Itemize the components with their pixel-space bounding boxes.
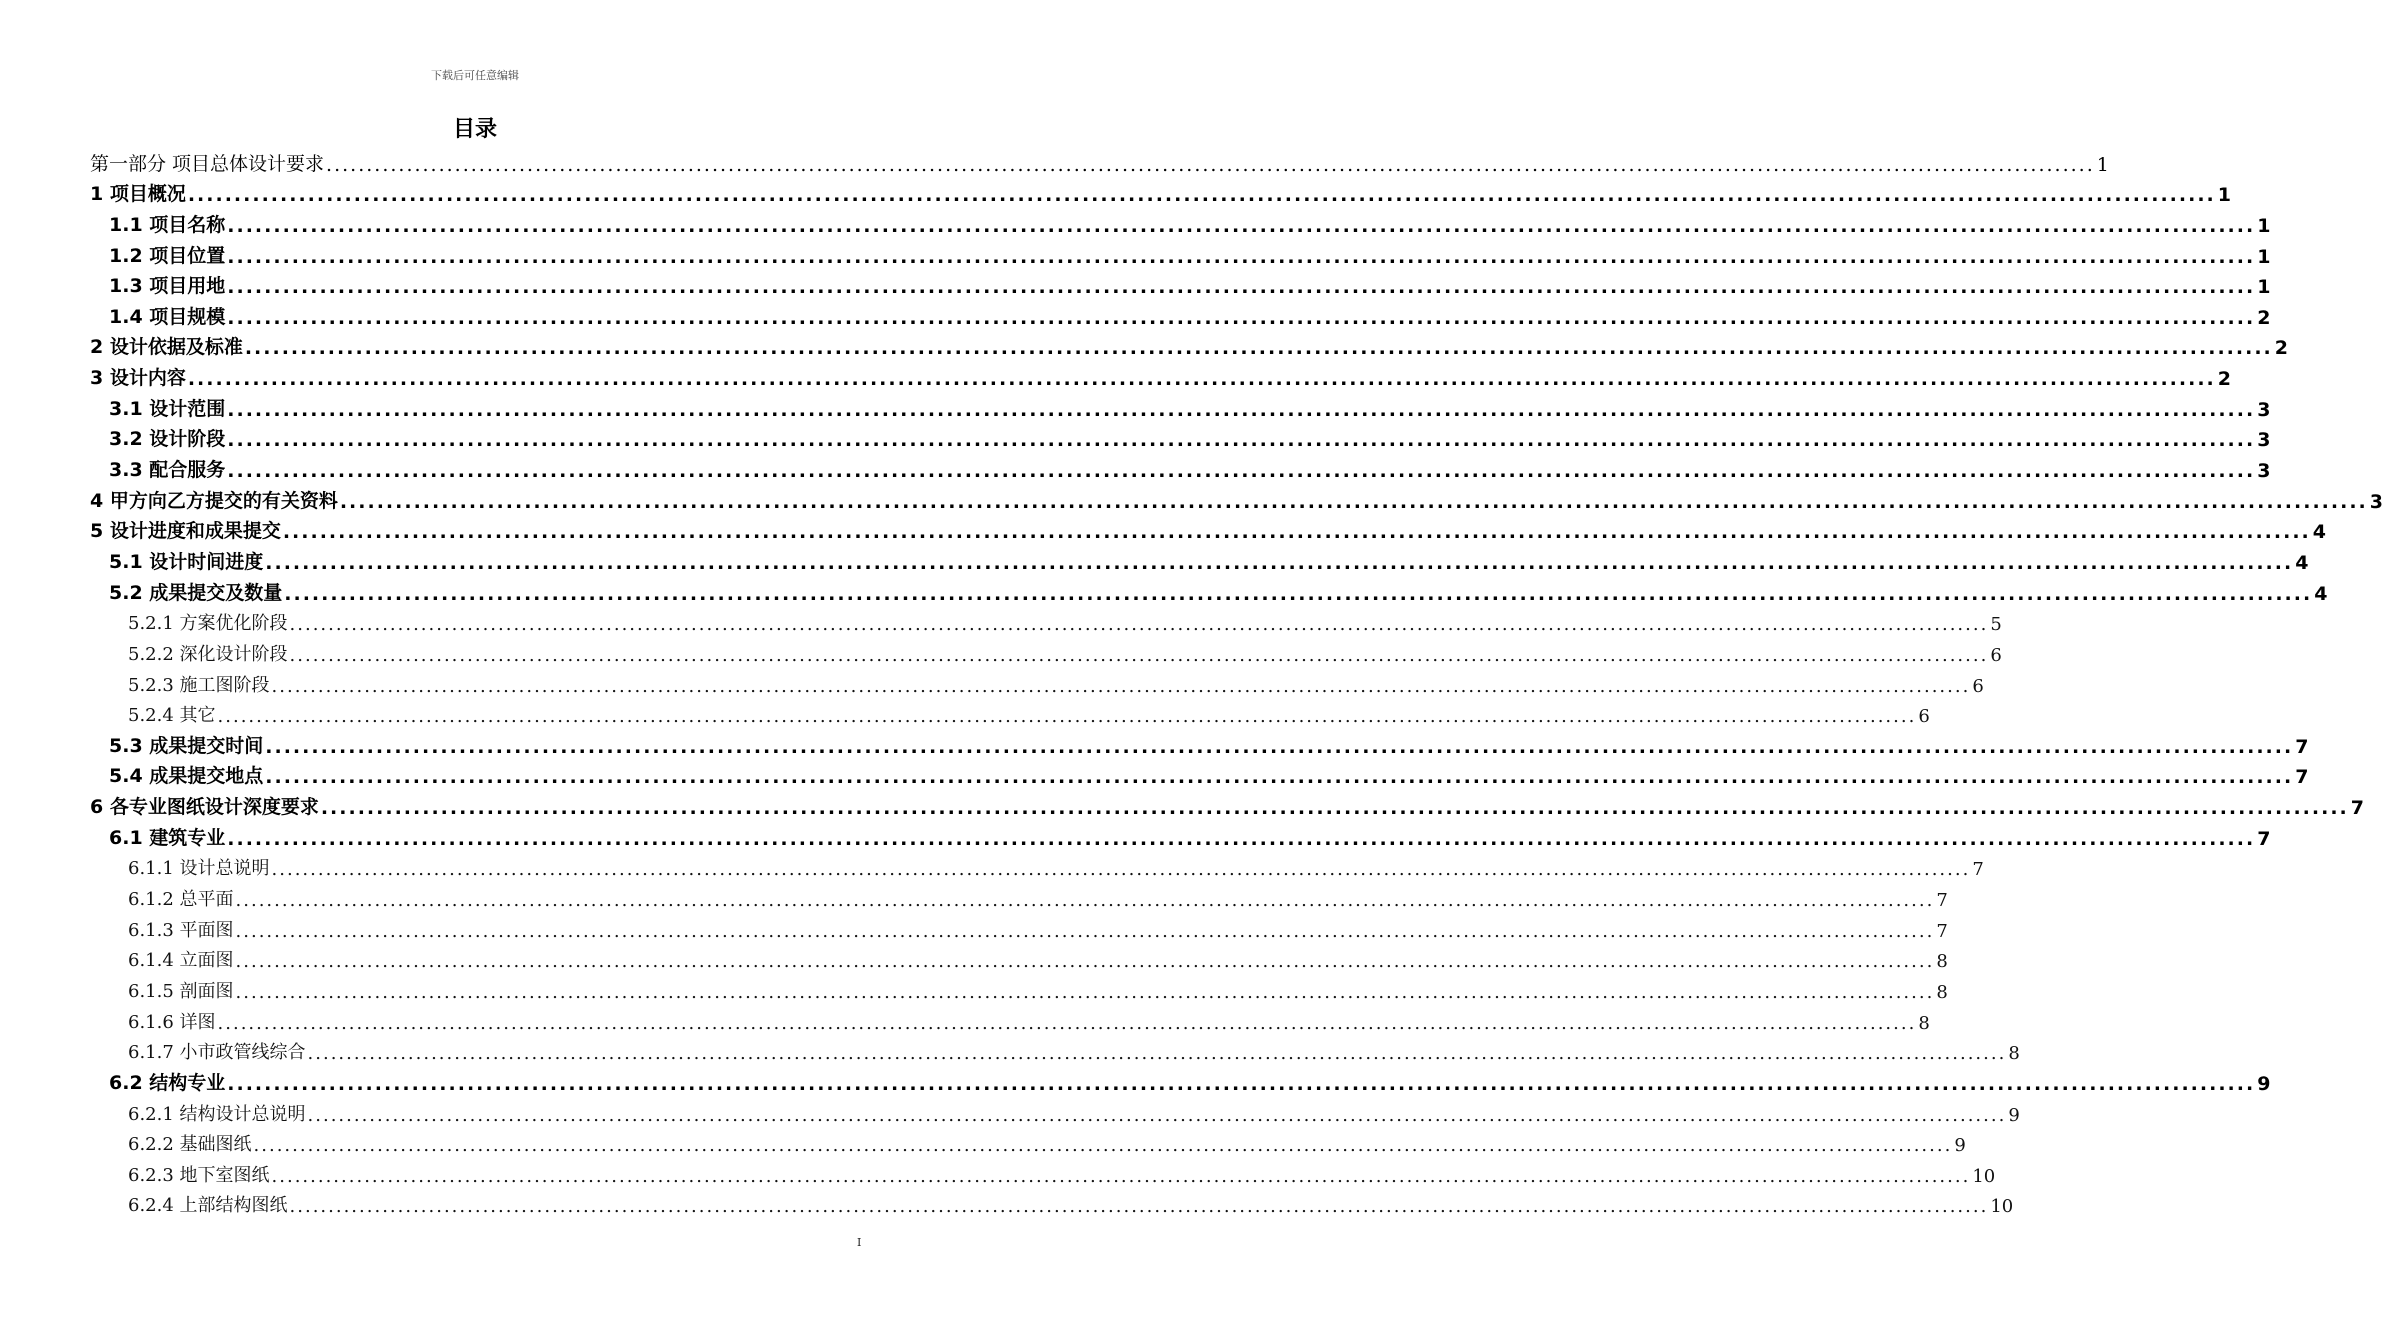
toc-entry-label: 1 项目概况 — [90, 183, 186, 206]
toc-entry[interactable] — [90, 1126, 1966, 1157]
toc-entry-label: 第一部分 项目总体设计要求 — [90, 152, 325, 175]
toc-dot-leader: ............................................................................................................................................................................................................................ — [227, 398, 2256, 421]
toc-dot-leader: ............................................................................................................................................................................................................................ — [253, 1135, 1953, 1157]
toc-entry-label: 3.1 设计范围 — [109, 397, 226, 420]
toc-dot-leader: ............................................................................................................................................................................................................................ — [235, 890, 1935, 912]
toc-entry[interactable] — [90, 605, 2002, 636]
toc-entry-page-number: 1 — [2257, 276, 2271, 299]
toc-dot-leader: ............................................................................................................................................................................................................................ — [320, 797, 2349, 820]
toc-entry[interactable] — [90, 1034, 2020, 1065]
toc-entry-page-number: 10 — [1990, 1196, 2014, 1218]
toc-dot-leader: ............................................................................................................................................................................................................................ — [289, 1196, 1989, 1218]
toc-entry-page-number: 8 — [1936, 951, 1948, 973]
toc-dot-leader: ............................................................................................................................................................................................................................ — [244, 337, 2273, 360]
toc-entry-page-number: 7 — [1936, 890, 1948, 912]
toc-dot-leader: ............................................................................................................................................................................................................................ — [227, 306, 2256, 329]
toc-entry-page-number: 10 — [1972, 1165, 1996, 1187]
toc-entry[interactable] — [90, 819, 2271, 850]
toc-entry[interactable] — [90, 635, 2002, 666]
toc-entry[interactable] — [90, 911, 1948, 942]
toc-dot-leader: ............................................................................................................................................................................................................................ — [227, 245, 2256, 268]
toc-dot-leader: ............................................................................................................................................................................................................................ — [227, 827, 2256, 850]
toc-entry[interactable] — [90, 1187, 2014, 1218]
toc-dot-leader: ............................................................................................................................................................................................................................ — [227, 1072, 2256, 1095]
toc-entry[interactable] — [90, 268, 2271, 299]
toc-entry-label: 4 甲方向乙方提交的有关资料 — [90, 489, 338, 512]
toc-entry[interactable] — [90, 298, 2271, 329]
toc-entry-page-number: 3 — [2257, 429, 2271, 452]
toc-entry-page-number: 2 — [2217, 368, 2231, 391]
toc-entry-page-number: 8 — [1936, 981, 1948, 1003]
toc-dot-leader: ............................................................................................................................................................................................................................ — [271, 1165, 1971, 1187]
toc-entry[interactable] — [90, 145, 2109, 176]
toc-entry-label: 2 设计依据及标准 — [90, 336, 243, 359]
toc-dot-leader: ............................................................................................................................................................................................................................ — [289, 644, 1989, 666]
toc-entry-page-number: 5 — [1990, 614, 2002, 636]
toc-dot-leader: ............................................................................................................................................................................................................................ — [265, 551, 2294, 574]
toc-title: 目录 — [452, 117, 497, 142]
toc-entry[interactable] — [90, 1064, 2271, 1095]
toc-entry[interactable] — [90, 972, 1948, 1003]
toc-entry-label: 6.1.2 总平面 — [128, 889, 234, 911]
toc-entry-page-number: 6 — [1972, 675, 1984, 697]
toc-dot-leader: ............................................................................................................................................................................................................................ — [282, 521, 2311, 544]
toc-entry[interactable] — [90, 574, 2328, 605]
toc-entry-label: 1.3 项目用地 — [109, 275, 226, 298]
toc-dot-leader: ............................................................................................................................................................................................................................ — [227, 460, 2256, 483]
toc-entry-label: 6.1.6 详图 — [128, 1011, 216, 1033]
toc-dot-leader: ............................................................................................................................................................................................................................ — [187, 184, 2216, 207]
toc-dot-leader: ............................................................................................................................................................................................................................ — [227, 429, 2256, 452]
toc-dot-leader: ............................................................................................................................................................................................................................ — [271, 859, 1971, 881]
toc-entry-page-number: 4 — [2314, 582, 2328, 605]
page-footer-mark: I — [857, 1236, 862, 1249]
toc-entry-page-number: 1 — [2257, 245, 2271, 268]
toc-entry-page-number: 1 — [2217, 184, 2231, 207]
toc-entry[interactable] — [90, 421, 2271, 452]
toc-entry-label: 1.4 项目规模 — [109, 305, 226, 328]
toc-entry-label: 1.2 项目位置 — [109, 244, 226, 267]
toc-entry[interactable] — [90, 359, 2231, 391]
toc-entry[interactable] — [90, 880, 1948, 912]
toc-entry-label: 5.3 成果提交时间 — [109, 734, 264, 757]
toc-entry-label: 6.2.4 上部结构图纸 — [128, 1195, 288, 1217]
toc-dot-leader: ............................................................................................................................................................................................................................ — [307, 1104, 2007, 1126]
toc-entry[interactable] — [90, 1003, 1930, 1034]
toc-dot-leader: ............................................................................................................................................................................................................................ — [339, 490, 2368, 513]
toc-dot-leader: ............................................................................................................................................................................................................................ — [235, 951, 1935, 973]
toc-entry-page-number: 7 — [2295, 735, 2309, 758]
toc-entry-page-number: 3 — [2257, 460, 2271, 483]
toc-entry-label: 6.1.3 平面图 — [128, 919, 234, 941]
toc-entry[interactable] — [90, 850, 1984, 881]
toc-entry-page-number: 2 — [2257, 306, 2271, 329]
toc-entry-label: 5 设计进度和成果提交 — [90, 520, 281, 543]
toc-entry-label: 6.2.2 基础图纸 — [128, 1134, 252, 1156]
toc-entry[interactable] — [90, 727, 2309, 758]
toc-entry-page-number: 1 — [2257, 214, 2271, 237]
toc-entry[interactable] — [90, 666, 1984, 697]
toc-entry-label: 3.2 设计阶段 — [109, 428, 226, 451]
toc-entry-page-number: 8 — [1918, 1012, 1930, 1034]
toc-dot-leader: ............................................................................................................................................................................................................................ — [227, 276, 2256, 299]
toc-entry-page-number: 7 — [2295, 766, 2309, 789]
toc-entry-label: 5.2.3 施工图阶段 — [128, 674, 270, 696]
toc-entry-label: 6.1.7 小市政管线综合 — [128, 1042, 306, 1064]
toc-entry-page-number: 3 — [2369, 490, 2383, 513]
toc-dot-leader: ............................................................................................................................................................................................................................ — [227, 214, 2256, 237]
toc-dot-leader: ............................................................................................................................................................................................................................ — [217, 1012, 1917, 1034]
toc-entry-label: 6.2.3 地下室图纸 — [128, 1164, 270, 1186]
toc-entry-page-number: 3 — [2257, 398, 2271, 421]
toc-entry-page-number: 4 — [2312, 521, 2326, 544]
toc-entry-page-number: 7 — [2350, 797, 2364, 820]
toc-entry-label: 5.4 成果提交地点 — [109, 765, 264, 788]
toc-dot-leader: ............................................................................................................................................................................................................................ — [265, 735, 2294, 758]
toc-entry-page-number: 9 — [1954, 1135, 1966, 1157]
toc-entry-label: 5.2.1 方案优化阶段 — [128, 613, 288, 635]
toc-entry-page-number: 6 — [1918, 706, 1930, 728]
toc-dot-leader: ............................................................................................................................................................................................................................ — [235, 981, 1935, 1003]
toc-entry-page-number: 7 — [2257, 827, 2271, 850]
toc-entry[interactable] — [90, 206, 2271, 237]
toc-dot-leader: ............................................................................................................................................................................................................................ — [217, 706, 1917, 728]
toc-entry-label: 6.2 结构专业 — [109, 1071, 226, 1094]
toc-entry-label: 6.1.5 剖面图 — [128, 980, 234, 1002]
toc-dot-leader: ............................................................................................................................................................................................................................ — [265, 766, 2294, 789]
toc-entry[interactable] — [90, 543, 2309, 574]
toc-entry-page-number: 8 — [2008, 1043, 2020, 1065]
toc-entry[interactable] — [90, 176, 2231, 207]
toc-entry-label: 6.1 建筑专业 — [109, 826, 226, 849]
toc-entry[interactable] — [90, 237, 2271, 268]
toc-entry-page-number: 7 — [1936, 920, 1948, 942]
toc-dot-leader: ............................................................................................................................................................................................................................ — [307, 1043, 2007, 1065]
toc-entry[interactable] — [90, 1156, 1996, 1187]
toc-entry-label: 6.1.1 设计总说明 — [128, 858, 270, 880]
toc-entry[interactable] — [90, 697, 1930, 728]
toc-entry[interactable] — [90, 788, 2364, 820]
toc-entry[interactable] — [90, 329, 2288, 360]
table-of-contents — [90, 145, 2383, 1218]
toc-entry[interactable] — [90, 942, 1948, 973]
toc-entry-label: 1.1 项目名称 — [109, 213, 226, 236]
toc-entry[interactable] — [90, 482, 2383, 513]
toc-entry-label: 5.2 成果提交及数量 — [109, 581, 283, 604]
toc-entry-page-number: 6 — [1990, 644, 2002, 666]
toc-dot-leader: ............................................................................................................................................................................................................................ — [271, 675, 1971, 697]
toc-entry[interactable] — [90, 513, 2326, 544]
toc-entry[interactable] — [90, 758, 2309, 789]
toc-entry-page-number: 4 — [2295, 551, 2309, 574]
toc-entry-label: 6.1.4 立面图 — [128, 950, 234, 972]
toc-entry-label: 5.2.2 深化设计阶段 — [128, 643, 288, 665]
toc-dot-leader: ............................................................................................................................................................................................................................ — [187, 368, 2216, 391]
toc-entry-page-number: 9 — [2257, 1072, 2271, 1095]
toc-dot-leader: ............................................................................................................................................................................................................................ — [235, 920, 1935, 942]
toc-entry-label: 5.2.4 其它 — [128, 705, 216, 727]
toc-entry-label: 3 设计内容 — [90, 367, 186, 390]
toc-entry-label: 6.2.1 结构设计总说明 — [128, 1103, 306, 1125]
toc-entry-label: 6 各专业图纸设计深度要求 — [90, 796, 319, 819]
toc-entry[interactable] — [90, 451, 2271, 483]
toc-entry-page-number: 2 — [2274, 337, 2288, 360]
toc-entry[interactable] — [90, 390, 2271, 421]
toc-entry-label: 3.3 配合服务 — [109, 459, 226, 482]
toc-dot-leader: ............................................................................................................................................................................................................................ — [284, 582, 2313, 605]
toc-entry-page-number: 7 — [1972, 859, 1984, 881]
toc-dot-leader: ............................................................................................................................................................................................................................ — [326, 153, 2095, 176]
toc-entry[interactable] — [90, 1095, 2020, 1126]
toc-entry-page-number: 9 — [2008, 1104, 2020, 1126]
toc-entry-label: 5.1 设计时间进度 — [109, 550, 264, 573]
toc-dot-leader: ............................................................................................................................................................................................................................ — [289, 614, 1989, 636]
toc-entry-page-number: 1 — [2096, 153, 2109, 176]
header-note: 下载后可任意编辑 — [431, 69, 519, 82]
